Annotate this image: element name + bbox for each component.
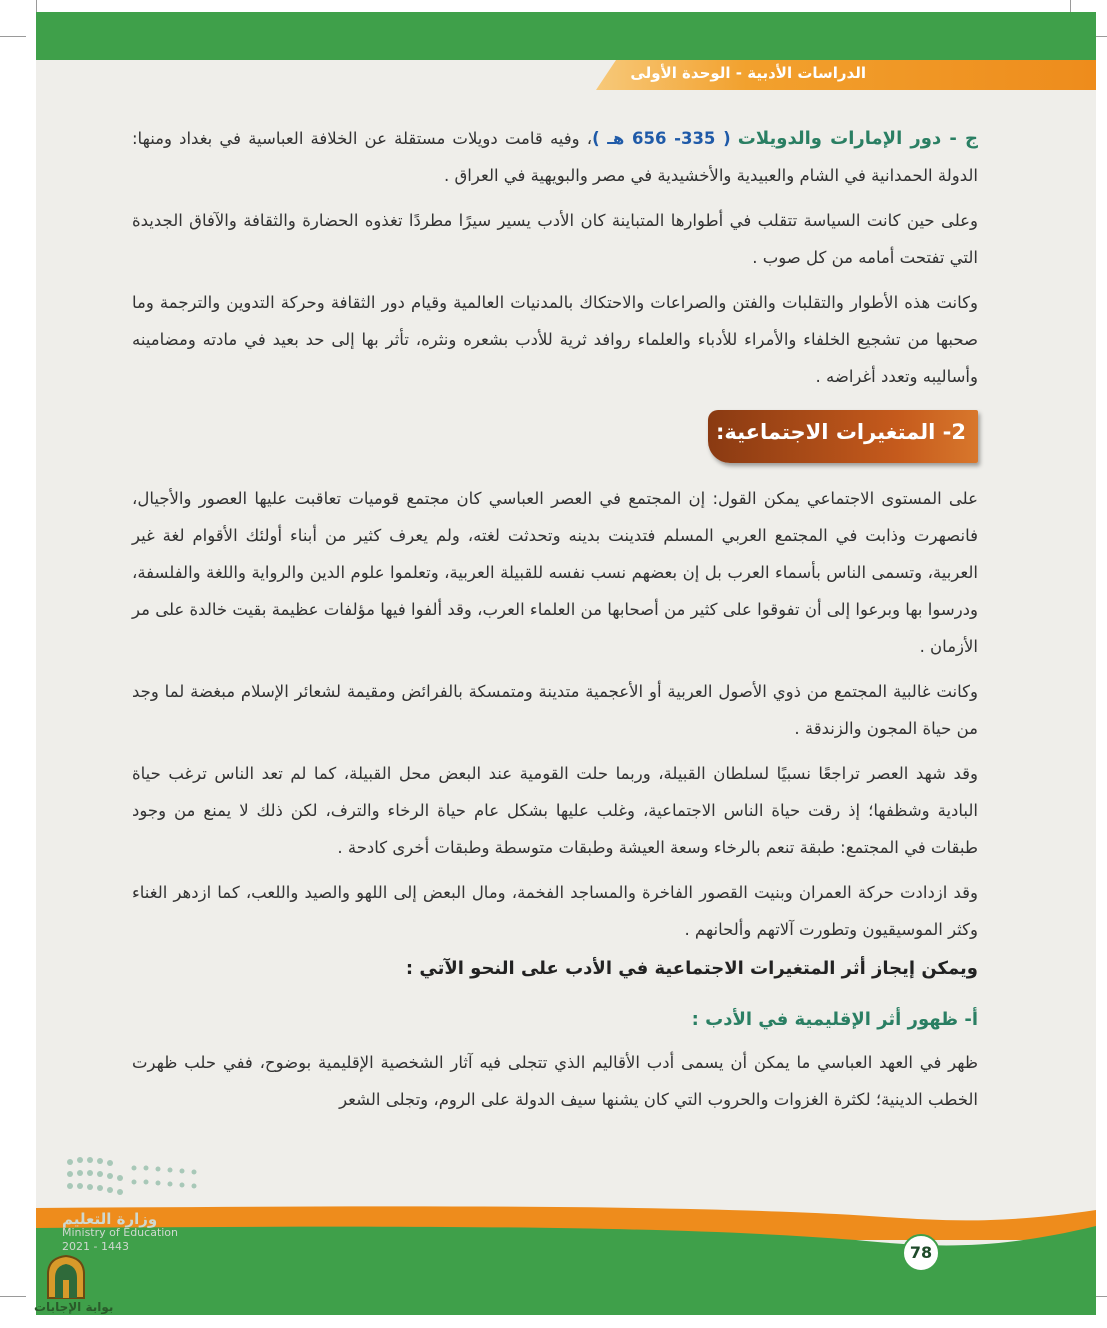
page-number: 78 bbox=[902, 1234, 940, 1272]
section-heading-box bbox=[708, 410, 978, 463]
paragraph-religiosity: وكانت غالبية المجتمع من ذوي الأصول العربية أو الأعجمية متدينة ومتمسكة بالفرائض ومقيمة لشعائر الإسلام مبغضة لما وجد من حياة المجون والزندقة . bbox=[132, 682, 978, 738]
paragraph-urbanization: وقد ازدادت حركة العمران وبنيت القصور الفاخرة والمساجد الفخمة، ومال البعض إلى اللهو والصيد واللعب، كما ازدهر الغناء وكثر الموسيقيون وتطورت آلاتهم وألحانهم . bbox=[132, 883, 978, 939]
crop-mark bbox=[0, 36, 26, 37]
header-bar bbox=[36, 12, 1096, 60]
footer-wave-green bbox=[36, 1220, 1096, 1315]
crop-mark bbox=[0, 1296, 26, 1297]
ministry-name-en: Ministry of Education bbox=[62, 1226, 179, 1239]
crop-mark bbox=[36, 0, 37, 12]
item-heading-states: ج - دور الإمارات والدويلات bbox=[737, 128, 978, 149]
social-block bbox=[132, 480, 978, 1118]
paragraph-literature-growth: وعلى حين كانت السياسة تتقلب في أطوارها المتباينة كان الأدب يسير سيرًا مطردًا تغذوه الحضارة والثقافة والآفاق الجديدة التي تفتحت أمامه من كل صوب . bbox=[132, 211, 978, 267]
paragraph-tribe: وقد شهد العصر تراجعًا نسبيًا لسلطان القبيلة، وربما حلت القومية عند البعض محل القبيلة، كما لم تعد الناس ترغب حياة البادية وشظفها؛ إذ رقت حياة الناس الاجتماعية، وغلب عليها بشكل عام حياة الرخاء والترف، لكن ذلك لا يمنع من وجود طبقات في المجتمع: طبقة تنعم بالرخاء وسعة العيشة وطبقات متوسطة وطبقات أخرى كادحة . bbox=[132, 764, 978, 857]
ministry-name-ar: وزارة التعليم bbox=[62, 1210, 158, 1228]
paragraph-states bbox=[132, 120, 978, 194]
crop-mark bbox=[1070, 0, 1071, 12]
ministry-logo-dots bbox=[64, 1154, 204, 1204]
paragraph-states-text: ، وفيه قامت دويلات مستقلة عن الخلافة العباسية في بغداد ومنها: الدولة الحمدانية في الشام والعبيدية والأخشيدية في مصر والبويهية في العراق . bbox=[132, 129, 978, 185]
ministry-year: 2021 - 1443 bbox=[62, 1240, 129, 1253]
running-title: الدراسات الأدبية - الوحدة الأولى bbox=[630, 64, 866, 82]
intro-block bbox=[132, 120, 978, 395]
site-logo-icon bbox=[44, 1254, 88, 1300]
ministry-watermark bbox=[62, 1212, 178, 1254]
date-range: ( 335- 656 هـ ) bbox=[592, 129, 731, 148]
sub-heading-regionalism: أ- ظهور أثر الإقليمية في الأدب : bbox=[691, 1009, 978, 1030]
site-brand-text: بوابة الإجابات bbox=[34, 1300, 114, 1314]
summary-line: ويمكن إيجاز أثر المتغيرات الاجتماعية في الأدب على النحو الآتي : bbox=[405, 958, 978, 979]
paragraph-influences: وكانت هذه الأطوار والتقلبات والفتن والصراعات والاحتكاك بالمدنيات العالمية وقيام دور الثقافة وحركة التدوين والترجمة وما صحبها من تشجيع الخلفاء والأمراء للأدباء والعلماء روافد ثرية للأدب بشعره ونثره، تأثر بها إلى حد بعيد في مادته ومضامينه وأساليبه وتعدد أغراضه . bbox=[132, 293, 978, 386]
section-title: 2- المتغيرات الاجتماعية: bbox=[715, 420, 966, 444]
paragraph-society: على المستوى الاجتماعي يمكن القول: إن المجتمع في العصر العباسي كان مجتمع قوميات تعاقبت عليها العصور والأجيال، فانصهرت وذابت في المجتمع العربي المسلم فتدينت بدينه وتحدثت لغته، ولم يعرف كثير من أبناء أولئك الأقوام لغة غير العربية، وتسمى الناس بأسماء العرب بل إن بعضهم نسب نفسه للقبيلة العربية، وتعلموا علوم الدين والرواية واللغة والفلسفة، ودرسوا بها وبرعوا إلى أن تفوقوا على كثير من أصحابها من العلماء العرب، وقد ألفوا فيها مؤلفات عظيمة بقيت خالدة على مر الأزمان . bbox=[132, 489, 978, 656]
textbook-page bbox=[36, 12, 1096, 1315]
paragraph-regionalism: ظهر في العهد العباسي ما يمكن أن يسمى أدب الأقاليم الذي تتجلى فيه آثار الشخصية الإقليمية بوضوح، ففي حلب ظهرت الخطب الدينية؛ لكثرة الغزوات والحروب التي كان يشنها سيف الدولة على الروم، وتجلى الشعر bbox=[132, 1053, 978, 1109]
